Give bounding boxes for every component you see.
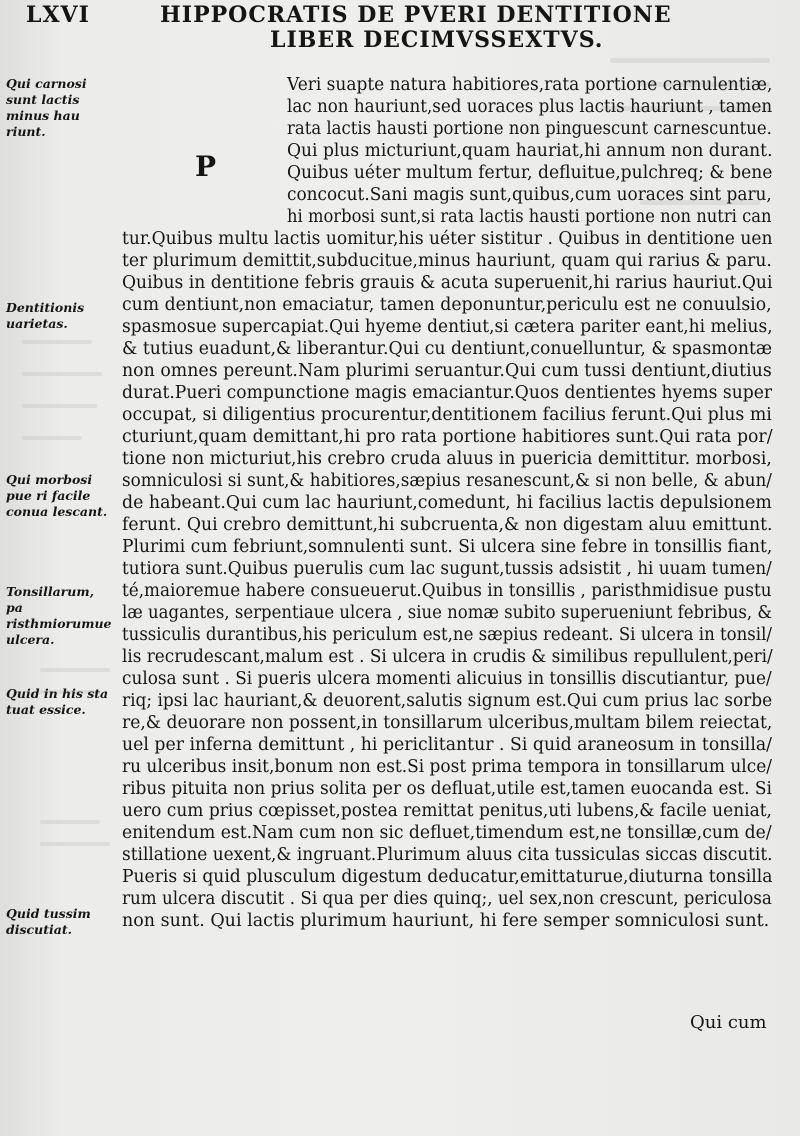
text-line: stillatione uexent,& ingruant.Plurimum aluus cita tussiculas siccas discutit. [122,845,773,865]
text-line: Plurimi cum febriunt,somnulenti sunt. Si ulcera sine febre in tonsillis fiant, [122,537,773,557]
catchword: Qui cum [690,1012,767,1033]
folio-number: LXVI [26,2,90,28]
text-line: læ uagantes, serpentiaue ulcera , siue nomæ subito superueniunt febribus, & [122,603,773,623]
text-line: uero cum prius cœpisset,postea remittat penitus,uti lubens,& facile ueniat, [122,801,772,821]
text-line: ferunt. Qui crebro demittunt,hi subcruenta,& non digestam aluu emittunt. [122,515,773,535]
text-line: tutiora sunt.Quibus puerulis cum lac sugunt,tussis adsistit , hi uuam tumen/ [122,559,772,579]
text-line: rum ulcera discutit . Si qua per dies quinq;, uel sex,non crescunt, periculosa [122,889,772,909]
text-line: cturiunt,quam demittant,hi pro rata portione habitiores sunt.Qui rata por/ [122,427,773,447]
text-line: & tutius euadunt,& liberantur.Qui cu dentiunt,conuelluntur, & spasmontæ [122,339,773,359]
text-line: lis recrudescant,malum est . Si ulcera in crudis & similibus repullulent,peri/ [122,647,773,667]
text-line: cum dentiunt,non emaciatur, tamen deponuntur,periculu est ne conuulsio, [122,295,772,315]
text-line: uel per inferna demittunt , hi periclitantur . Si quid araneosum in tonsilla/ [122,735,772,755]
text-line: spasmosue supercapiat.Qui hyeme dentiut,si cætera pariter eant,hi melius, [122,317,773,337]
text-line: tur.Quibus multu lactis uomitur,his uéter sistitur . Quibus in dentitione uen [122,229,773,249]
text-line: durat.Pueri compunctione magis emaciantur.Quos dentientes hyems super [122,383,773,403]
text-line: non sunt. Qui lactis plurimum hauriunt, hi fere semper somniculosi sunt. [122,911,770,931]
text-line: lac non hauriunt,sed uoraces plus lactis hauriunt , tamen [287,97,773,117]
text-line: rata lactis hausti portione non pinguescunt carnescuntue. [287,119,772,139]
text-line: té,maioremue habere consueuerut.Quibus in tonsillis , paristhmidisue pustu [122,581,772,601]
text-line: non omnes pereunt.Nam plurimi seruantur.Qui cum tussi dentiunt,diutius [122,361,772,381]
title-line-1: HIPPOCRATIS DE PVERI DENTITIONE [160,2,672,28]
margin-note: Quid tussim discutiat. [6,906,91,937]
text-line: hi morbosi sunt,si rata lactis hausti portione non nutri can [287,207,772,227]
text-line: occupat, si diligentius procurentur,dentitionem facilius ferunt.Qui plus mi [122,405,772,425]
text-line: riq; ipsi lac hauriant,& deuorent,salutis signum est.Qui cum prius lac sorbe [122,691,773,711]
text-line: somniculosi si sunt,& habitiores,sæpius resanescunt,& si non belle, & abun/ [122,471,772,491]
text-line: ter plurimum demittit,subducitue,minus hauriunt, quam qui rarius & paru. [122,251,772,271]
text-line: ru ulceribus insit,bonum non est.Si post prima tempora in tonsillarum ulce/ [122,757,772,777]
margin-note: Qui carnosi sunt lactis minus hau riunt. [6,76,87,139]
text-line: tione non micturiut,his crebro cruda aluus in puericia demittitur. morbosi, [122,449,772,469]
margin-note: Tonsillarum, pa risthmiorumue ulcera. [6,584,112,647]
text-line: re,& deuorare non possent,in tonsillarum ulceribus,multam bilem reiectat, [122,713,773,733]
text-line: tussiculis durantibus,his periculum est,ne sæpius redeant. Si ulcera in tonsil/ [122,625,772,645]
text-line: de habeant.Qui cum lac hauriunt,comedunt, hi facilius lactis depulsionem [122,493,772,513]
title-line-2: LIBER DECIMVSSEXTVS. [270,27,604,53]
text-line: Qui plus micturiunt,quam hauriat,hi annum non durant. [287,141,773,161]
text-line: enitendum est.Nam cum non sic defluet,timendum est,ne tonsillæ,cum de/ [122,823,772,843]
text-line: Pueris si quid plusculum digestum deducatur,emittaturue,diuturna tonsilla [122,867,773,887]
text-line: ribus pituita non prius solita per os defluat,utile est,tamen euocanda est. Si [122,779,772,799]
margin-note: Dentitionis uarietas. [6,300,85,331]
text-line: concocut.Sani magis sunt,quibus,cum uoraces sint paru, [287,185,772,205]
text-line: Veri suapte natura habitiores,rata portione carnulentiæ, [287,75,773,95]
margin-note: Quid in his sta tuat essice. [6,686,109,717]
text-line: Quibus uéter multum fertur, defluitue,pulchreq; & bene [287,163,773,183]
text-line: Quibus in dentitione febris grauis & acuta superuenit,hi rarius hauriut.Qui [122,273,773,293]
margin-note: Qui morbosi pue ri facile conua lescant. [6,472,108,519]
text-line: culosa sunt . Si pueris ulcera momenti alicuius in tonsillis discutiantur, pue/ [122,669,772,689]
drop-cap: P [195,150,217,183]
